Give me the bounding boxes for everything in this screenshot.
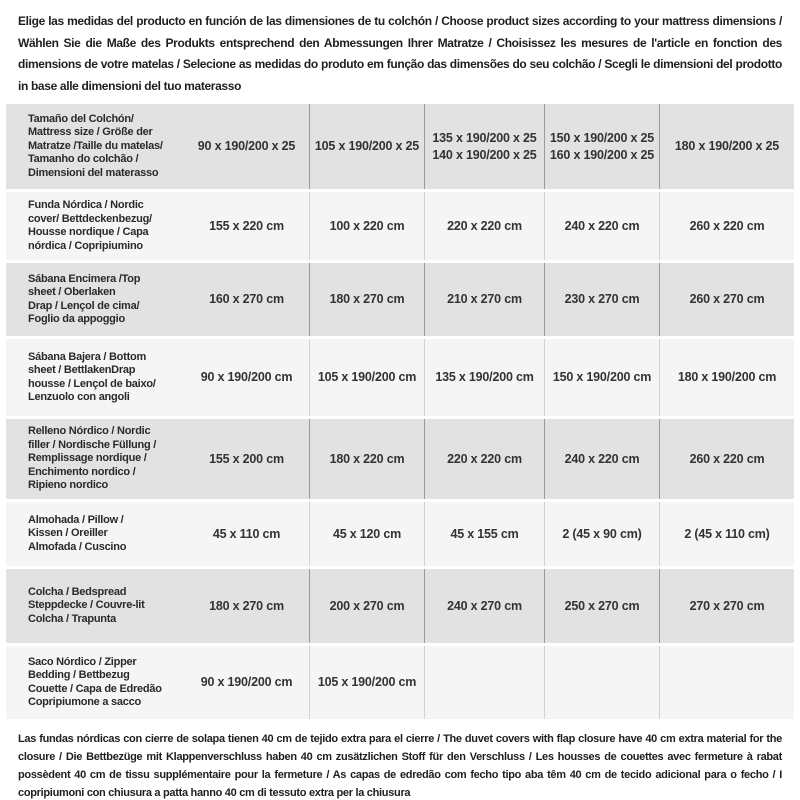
size-cell-top-sheet-col4: 230 x 270 cm <box>544 263 659 336</box>
table-row-pillow <box>6 502 794 566</box>
size-cell-pillow-col1: 45 x 110 cm <box>212 526 281 541</box>
table-row-nordic-cover <box>6 192 794 260</box>
size-cell-bedspread-col1: 180 x 270 cm <box>209 598 284 613</box>
size-cell-bedspread-col3: 240 x 270 cm <box>424 569 544 643</box>
table-row-zipper-bedding <box>6 646 794 719</box>
table-row-mattress-size <box>6 104 794 189</box>
size-cell-mattress-size-col4: 150 x 190/200 x 25 160 x 190/200 x 25 <box>544 104 659 189</box>
table-row-top-sheet <box>6 263 794 336</box>
size-cell-bedspread-col2: 200 x 270 cm <box>309 569 424 643</box>
size-cell-nordic-cover-col1: 155 x 220 cm <box>209 218 284 233</box>
table-row-bedspread <box>6 569 794 643</box>
header-text: Elige las medidas del producto en función de las dimensiones de tu colchón / Choose product sizes according to your mattress dimensions / Wählen Sie die Maße des Produkts entsprechend den Abmessungen Ihrer Matratze / Choisissez les mesures de l'article en fonction des dimensions de votre matelas / Selecione as medidas do produto em função das dimensões do seu colchão / Scegli le dimensioni del prodotto in base alle dimensioni del tuo materasso <box>18 14 782 93</box>
size-cell-zipper-bedding-col4 <box>544 646 659 719</box>
size-cell-nordic-cover-col4: 240 x 220 cm <box>544 192 659 260</box>
size-cell-bedspread-col4: 250 x 270 cm <box>544 569 659 643</box>
row-label-pillow: Almohada / Pillow / Kissen / Oreiller Almofada / Cuscino <box>28 513 127 553</box>
size-cell-pillow-col3: 45 x 155 cm <box>424 502 544 566</box>
size-cell-zipper-bedding-col2: 105 x 190/200 cm <box>309 646 424 719</box>
row-label-nordic-filler: Relleno Nórdico / Nordic filler / Nordische Füllung / Remplissage nordique / Enchimento nordico / Ripieno nordico <box>28 425 157 492</box>
size-cell-top-sheet-col5: 260 x 270 cm <box>659 263 794 336</box>
row-label-zipper-bedding: Saco Nórdico / Zipper Bedding / Bettbezug Couette / Capa de Edredão Copripiumone a sacco <box>28 655 162 708</box>
footer-note-text: Las fundas nórdicas con cierre de solapa tienen 40 cm de tejido extra para el cierre / The duvet covers with flap closure have 40 cm extra material for the closure / Die Bettbezüge mit Klappenverschluss haben 40 cm zusätzlichen Stoff für den Verschluss / Les housses de couettes avec fermeture à rabat possèdent 40 cm de tissu supplémentaire pour la fermeture / As capas de edredão com fecho tipo aba têm 40 cm de tecido adicional para o fecho / I copripiumoni con chiusura a patta hanno 40 cm di tessuto extra per la chiusura <box>18 733 782 799</box>
size-cell-top-sheet-col2: 180 x 270 cm <box>309 263 424 336</box>
size-cell-pillow-col2: 45 x 120 cm <box>309 502 424 566</box>
table-row-bottom-sheet <box>6 339 794 416</box>
size-cell-nordic-filler-col2: 180 x 220 cm <box>309 419 424 499</box>
size-cell-mattress-size-col3: 135 x 190/200 x 25 140 x 190/200 x 25 <box>424 104 544 189</box>
size-cell-mattress-size-col1: 90 x 190/200 x 25 <box>197 139 296 153</box>
size-cell-zipper-bedding-col5 <box>659 646 794 719</box>
size-cell-mattress-size-col2: 105 x 190/200 x 25 <box>309 104 424 189</box>
size-cell-nordic-cover-col3: 220 x 220 cm <box>424 192 544 260</box>
size-cell-top-sheet-col1: 160 x 270 cm <box>209 292 284 306</box>
size-cell-bottom-sheet-col2: 105 x 190/200 cm <box>309 339 424 416</box>
size-cell-nordic-cover-col2: 100 x 220 cm <box>309 192 424 260</box>
size-cell-pillow-col5: 2 (45 x 110 cm) <box>659 502 794 566</box>
row-label-top-sheet: Sábana Encimera /Top sheet / Oberlaken Drap / Lençol de cima/ Foglio da appoggio <box>28 272 141 325</box>
size-cell-bottom-sheet-col1: 90 x 190/200 cm <box>200 370 293 384</box>
size-cell-nordic-filler-col4: 240 x 220 cm <box>544 419 659 499</box>
table-row-nordic-filler <box>6 419 794 499</box>
size-cell-bottom-sheet-col5: 180 x 190/200 cm <box>659 339 794 416</box>
size-cell-zipper-bedding-col3 <box>424 646 544 719</box>
size-cell-nordic-filler-col3: 220 x 220 cm <box>424 419 544 499</box>
size-cell-zipper-bedding-col1: 90 x 190/200 cm <box>200 675 293 689</box>
size-cell-mattress-size-col5: 180 x 190/200 x 25 <box>659 104 794 189</box>
size-cell-pillow-col4: 2 (45 x 90 cm) <box>544 502 659 566</box>
row-label-nordic-cover: Funda Nórdica / Nordic cover/ Bettdeckenbezug/ Housse nordique / Capa nórdica / Copripiumino <box>28 199 152 252</box>
size-cell-bottom-sheet-col3: 135 x 190/200 cm <box>424 339 544 416</box>
row-label-bottom-sheet: Sábana Bajera / Bottom sheet / BettlakenDrap housse / Lençol de baixo/ Lenzuolo con angoli <box>28 350 156 403</box>
size-cell-nordic-filler-col1: 155 x 200 cm <box>209 451 284 466</box>
size-cell-nordic-filler-col5: 260 x 220 cm <box>659 419 794 499</box>
size-cell-nordic-cover-col5: 260 x 220 cm <box>659 192 794 260</box>
row-label-bedspread: Colcha / Bedspread Steppdecke / Couvre-lit Colcha / Trapunta <box>28 585 145 625</box>
size-cell-bottom-sheet-col4: 150 x 190/200 cm <box>544 339 659 416</box>
size-cell-top-sheet-col3: 210 x 270 cm <box>424 263 544 336</box>
size-table <box>6 104 794 719</box>
size-cell-bedspread-col5: 270 x 270 cm <box>659 569 794 643</box>
row-label-mattress-size: Tamaño del Colchón/ Mattress size / Größe der Matratze /Taille du matelas/ Tamanho do colchão / Dimensioni del materasso <box>28 112 163 179</box>
